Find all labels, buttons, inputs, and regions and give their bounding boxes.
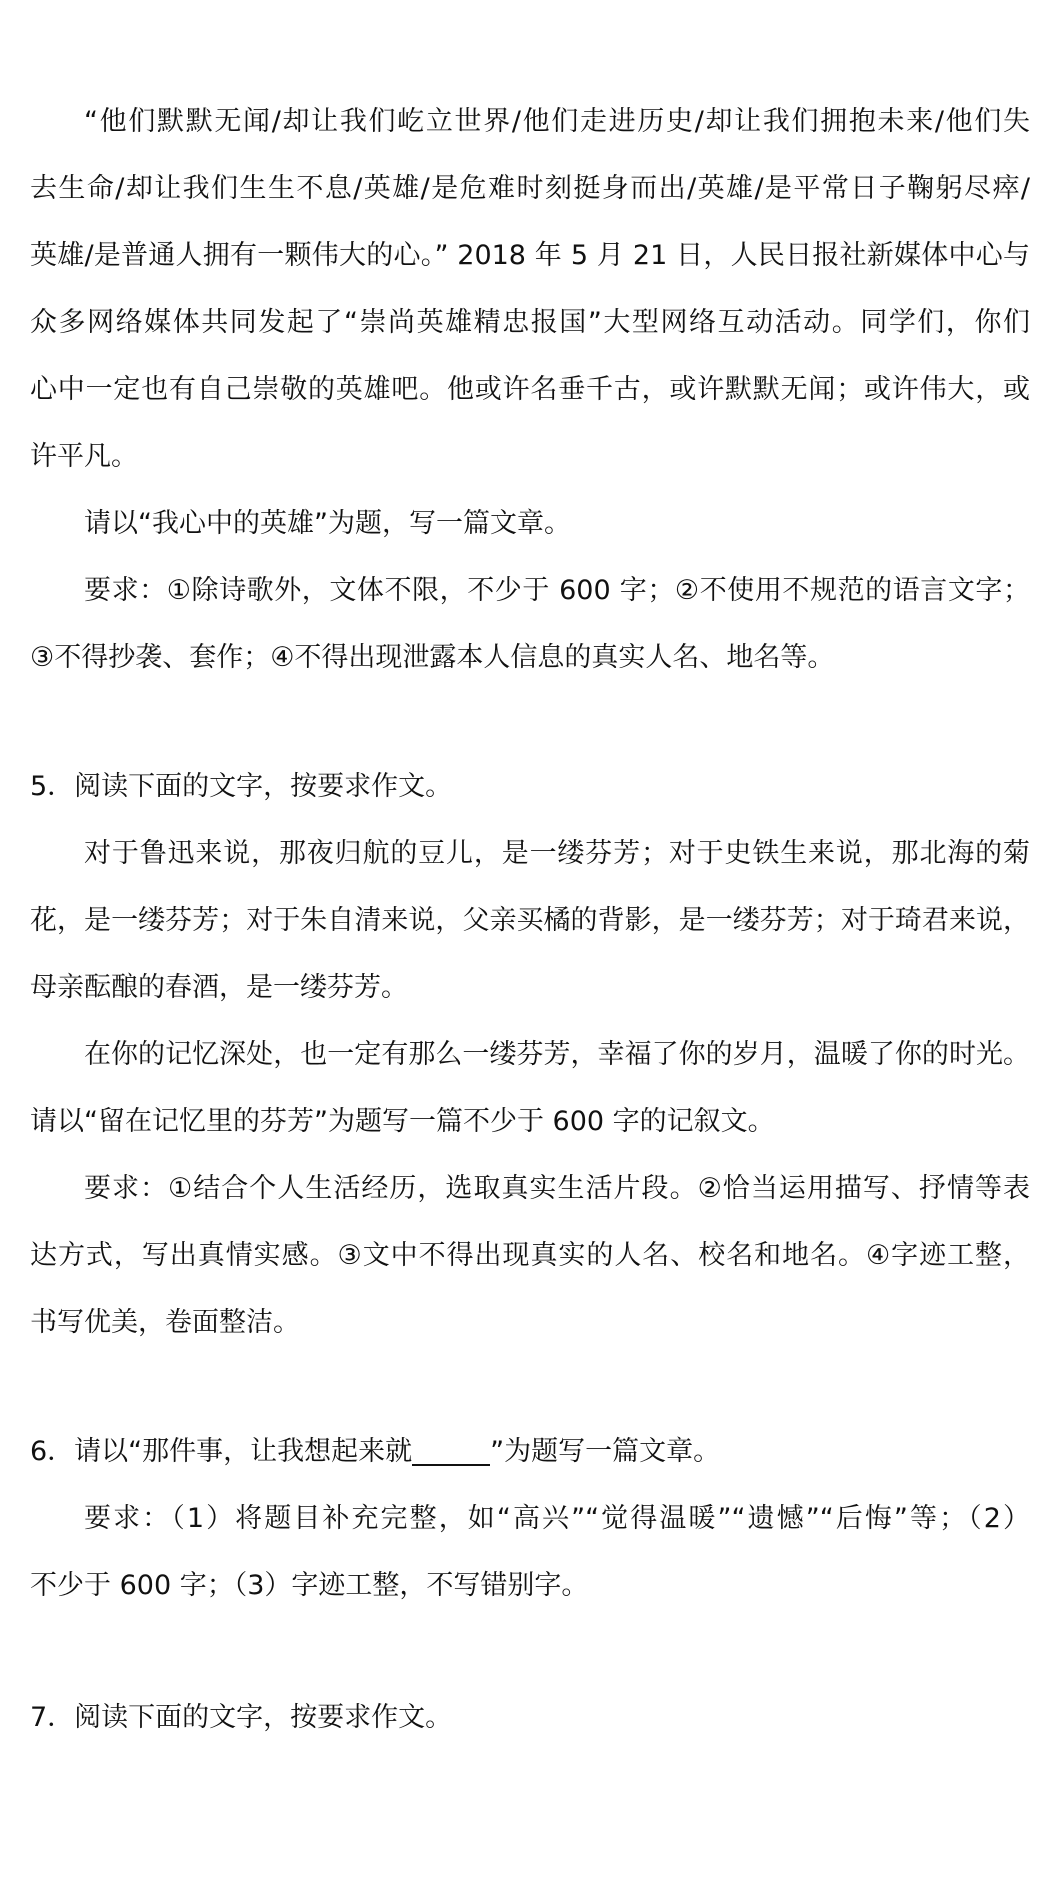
q5-passage-line-3: 母亲酝酿的春酒，是一缕芬芳。 bbox=[30, 972, 408, 1003]
q6-requirements-line-1: 要求：（1）将题目补充完整，如“高兴”“觉得温暖”“遗憾”“后悔”等；（2） bbox=[84, 1503, 1030, 1534]
question-5 bbox=[30, 753, 1030, 1356]
intro-line-3: 英雄/是普通人拥有一颗伟大的心。” 2018 年 5 月 21 日，人民日报社新媒体中心与 bbox=[30, 240, 1030, 271]
question-7 bbox=[30, 1684, 1030, 1751]
q6-requirements-line-2: 不少于 600 字；（3）字迹工整，不写错别字。 bbox=[30, 1570, 589, 1601]
q5-requirements-line-3: 书写优美，卷面整洁。 bbox=[30, 1307, 300, 1338]
intro-requirements-line-2: ③不得抄袭、套作；④不得出现泄露本人信息的真实人名、地名等。 bbox=[30, 642, 835, 673]
intro-line-6: 许平凡。 bbox=[30, 441, 138, 472]
question-5-heading: 5．阅读下面的文字，按要求作文。 bbox=[30, 771, 453, 802]
q5-requirements-line-1: 要求：①结合个人生活经历，选取真实生活片段。②恰当运用描写、抒情等表 bbox=[84, 1173, 1030, 1204]
question-6-heading-before: 6．请以“那件事，让我想起来就 bbox=[30, 1436, 413, 1467]
q5-prompt-line-1: 在你的记忆深处，也一定有那么一缕芬芳，幸福了你的岁月，温暖了你的时光。 bbox=[84, 1039, 1030, 1070]
intro-line-5: 心中一定也有自己崇敬的英雄吧。他或许名垂千古，或许默默无闻；或许伟大，或 bbox=[30, 374, 1030, 405]
q5-requirements-line-2: 达方式，写出真情实感。③文中不得出现真实的人名、校名和地名。④字迹工整， bbox=[30, 1240, 1030, 1271]
q5-passage-line-2: 花，是一缕芬芳；对于朱自清来说，父亲买橘的背影，是一缕芬芳；对于琦君来说， bbox=[30, 905, 1030, 936]
intro-passage bbox=[30, 88, 1030, 691]
question-6-heading-after: ”为题写一篇文章。 bbox=[490, 1436, 721, 1467]
intro-prompt: 请以“我心中的英雄”为题，写一篇文章。 bbox=[84, 508, 571, 539]
question-6 bbox=[30, 1418, 1030, 1619]
q5-prompt-line-2: 请以“留在记忆里的芬芳”为题写一篇不少于 600 字的记叙文。 bbox=[30, 1106, 775, 1137]
blank-underline bbox=[412, 1434, 490, 1466]
question-6-heading bbox=[30, 1418, 1030, 1485]
q5-passage-line-1: 对于鲁迅来说，那夜归航的豆儿，是一缕芬芳；对于史铁生来说，那北海的菊 bbox=[84, 838, 1030, 869]
question-7-heading: 7．阅读下面的文字，按要求作文。 bbox=[30, 1702, 453, 1733]
intro-requirements-line-1: 要求：①除诗歌外，文体不限，不少于 600 字；②不使用不规范的语言文字； bbox=[84, 575, 1030, 606]
intro-line-2: 去生命/却让我们生生不息/英雄/是危难时刻挺身而出/英雄/是平常日子鞠躬尽瘁/ bbox=[30, 173, 1030, 204]
intro-line-1: “他们默默无闻/却让我们屹立世界/他们走进历史/却让我们拥抱未来/他们失 bbox=[84, 106, 1030, 137]
intro-line-4: 众多网络媒体共同发起了“崇尚英雄精忠报国”大型网络互动活动。同学们，你们 bbox=[30, 307, 1030, 338]
